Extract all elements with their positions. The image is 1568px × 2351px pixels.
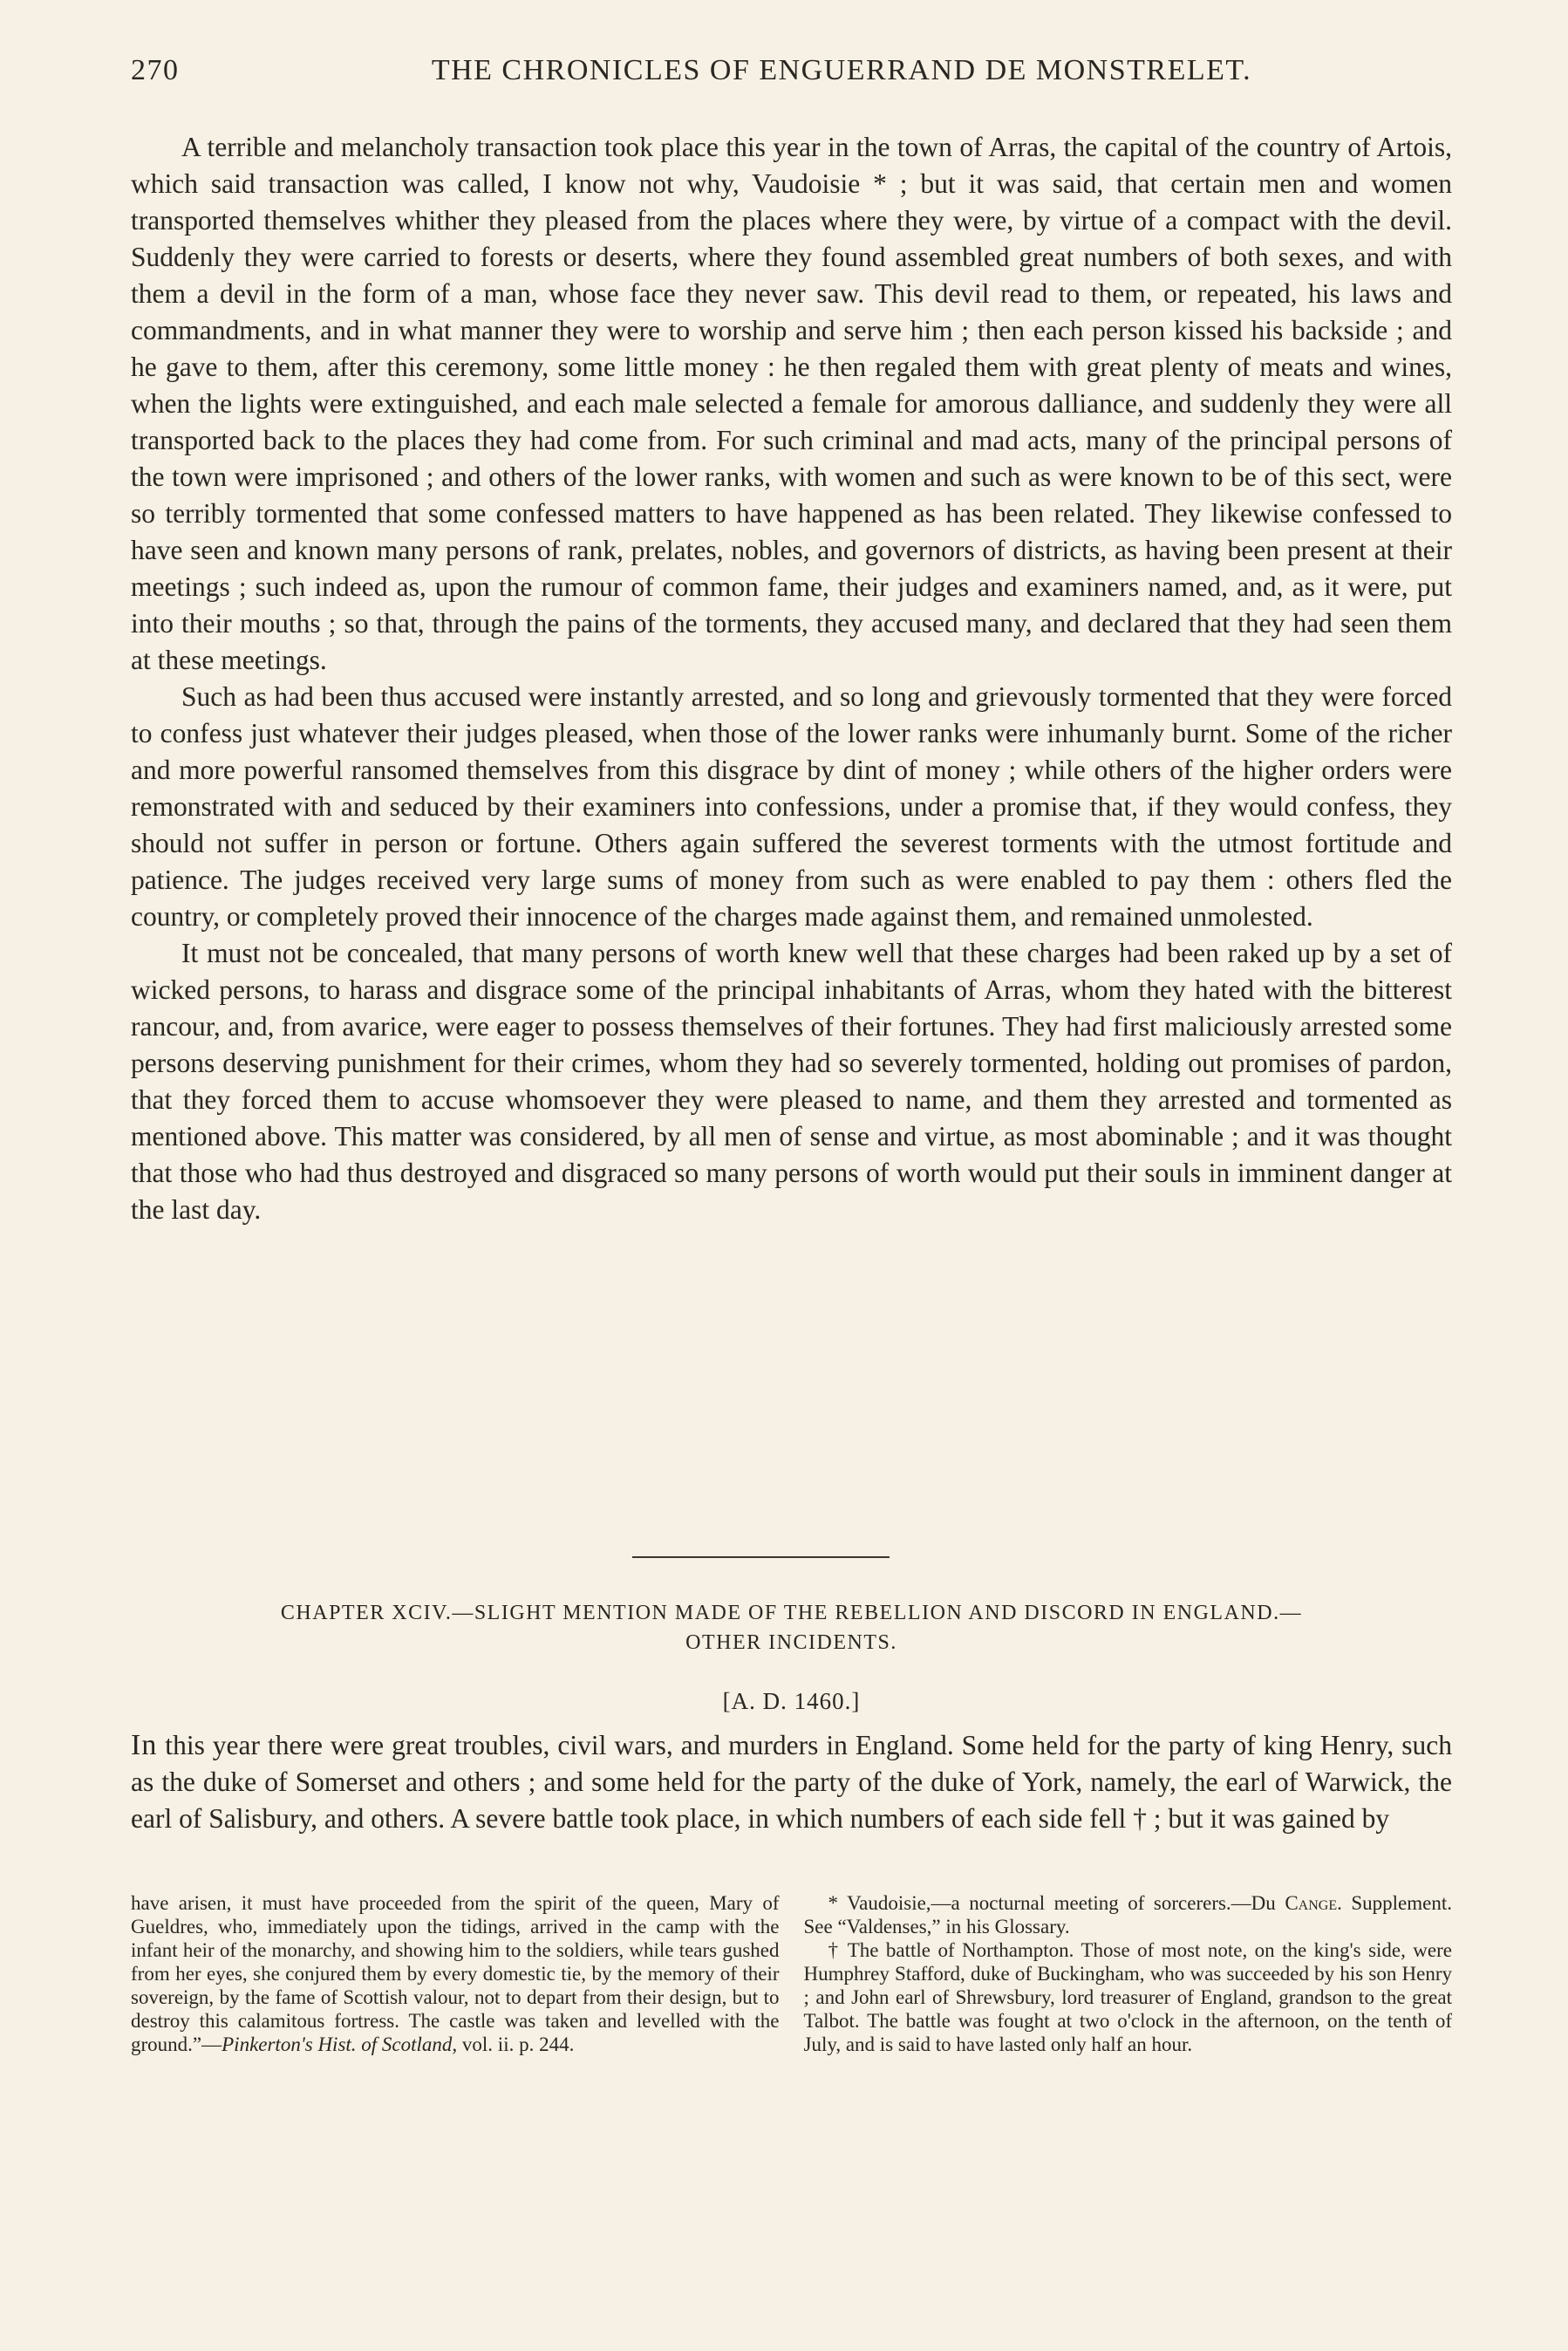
chapter-date: [A. D. 1460.] <box>722 1688 861 1714</box>
chapter-heading <box>131 1598 1452 1657</box>
footnote-citation-tail: vol. ii. p. 244. <box>457 2033 575 2055</box>
page-number: 270 <box>131 54 180 86</box>
main-text <box>131 129 1452 1228</box>
paragraph: Such as had been thus accused were instantly arrested, and so long and grievously tormented that they were forced to confess just whatever their judges pleased, when those of the lower ranks were inhumanly burnt. Some of the richer and more powerful ransomed themselves from this disgrace by dint of money ; while others of the higher orders were remonstrated with and seduced by their examiners into confessions, under a promise that, if they would confess, they should not suffer in person or fortune. Others again suffered the severest torments with the utmost fortitude and patience. The judges received very large sums of money from such as were enabled to pay them : others fled the country, or completely proved their innocence of the charges made against them, and remained unmolested. <box>131 681 1452 932</box>
section-divider <box>632 1556 890 1558</box>
paragraph: A terrible and melancholy transaction took place this year in the town of Arras, the capital of the country of Artois, which said transaction was called, I know not why, Vaudoisie * ; but it was said, that certain men and women transported themselves whither they pleased from the places where they were, by virtue of a compact with the devil. Suddenly they were carried to forests or deserts, where they found assembled great numbers of both sexes, and with them a devil in the form of a man, whose face they never saw. This devil read to them, or repeated, his laws and commandments, and in what manner they were to worship and serve him ; then each person kissed his backside ; and he gave to them, after this ceremony, some little money : he then regaled them with great plenty of meats and wines, when the lights were extinguished, and each male selected a female for amorous dalliance, and suddenly they were all transported back to the places they had come from. For such criminal and mad acts, many of the principal persons of the town were imprisoned ; and others of the lower ranks, with women and such as were known to be of this sect, were so terribly tormented that some confessed matters to have happened as has been related. They likewise confessed to have seen and known many persons of rank, prelates, nobles, and governors of districts, as having been present at their meetings ; such indeed as, upon the rumour of common fame, their judges and examiners named, and, as it were, put into their mouths ; so that, through the pains of the torments, they accused many, and declared that they had seen them at these meetings. <box>131 132 1452 675</box>
footnote <box>131 1891 780 2056</box>
footnote <box>804 1891 1453 1938</box>
footnote-text: Supplement. See “Valdenses,” in his Glossary. <box>803 1892 1452 1938</box>
running-title: THE CHRONICLES OF ENGUERRAND DE MONSTRELET. <box>431 54 1252 86</box>
opening-small-caps: In <box>131 1729 158 1761</box>
footnote-citation: Pinkerton's Hist. of Scotland, <box>222 2033 458 2055</box>
opening-text: this year there were great troubles, civil wars, and murders in England. Some held for the party of king Henry, such as the duke of Somerset and others ; and some held for the party of the duke of York, namely, the earl of Warwick, the earl of Salisbury, and others. A severe battle took place, in which numbers of each side fell † ; but it was gained by <box>131 1730 1452 1834</box>
footnotes <box>131 1891 1452 2056</box>
paragraph: It must not be concealed, that many persons of worth knew well that these charges had been raked up by a set of wicked persons, to harass and disgrace some of the principal inhabitants of Arras, whom they hated with the bitterest rancour, and, from avarice, were eager to possess themselves of their fortunes. They had first maliciously arrested some persons deserving punishment for their crimes, whom they had so severely tormented, holding out promises of pardon, that they forced them to accuse whomsoever they were pleased to name, and them they arrested and tormented as mentioned above. This matter was considered, by all men of sense and virtue, as most abominable ; and it was thought that those who had thus destroyed and disgraced so many persons of worth would put their souls in imminent danger at the last day. <box>131 938 1452 1225</box>
footnote-author: Cange. <box>1285 1892 1342 1914</box>
running-header <box>131 54 1456 87</box>
footnote-text: have arisen, it must have proceeded from the spirit of the queen, Mary of Gueldres, who, immediately upon the tidings, arrived in the camp with the infant heir of the monarchy, and showing him to the soldiers, while tears gushed from her eyes, she conjured them by every domestic tie, by the memory of their sovereign, by the fame of Scottish valour, not to depart from their design, but to destroy this calamitous fortress. The castle was taken and levelled with the ground.”— <box>131 1892 780 2055</box>
chapter-text <box>131 1727 1452 1837</box>
chapter-heading-line: CHAPTER XCIV.—SLIGHT MENTION MADE OF THE REBELLION AND DISCORD IN ENGLAND.— <box>280 1602 1303 1624</box>
chapter-heading-line: OTHER INCIDENTS. <box>685 1631 897 1654</box>
footnote: † The battle of Northampton. Those of most note, on the king's side, were Humphrey Stafford, duke of Buckingham, who was succeeded by his son Henry ; and John earl of Shrewsbury, lord treasurer of England, grandson to the great Talbot. The battle was fought at two o'clock in the afternoon, on the tenth of July, and is said to have lasted only half an hour. <box>803 1939 1452 2055</box>
footnote-column-right <box>804 1891 1453 2056</box>
paragraph <box>131 1727 1452 1837</box>
footnote-column-left <box>131 1891 780 2056</box>
footnote-text: * Vaudoisie,—a nocturnal meeting of sorcerers.—Du <box>828 1892 1285 1914</box>
